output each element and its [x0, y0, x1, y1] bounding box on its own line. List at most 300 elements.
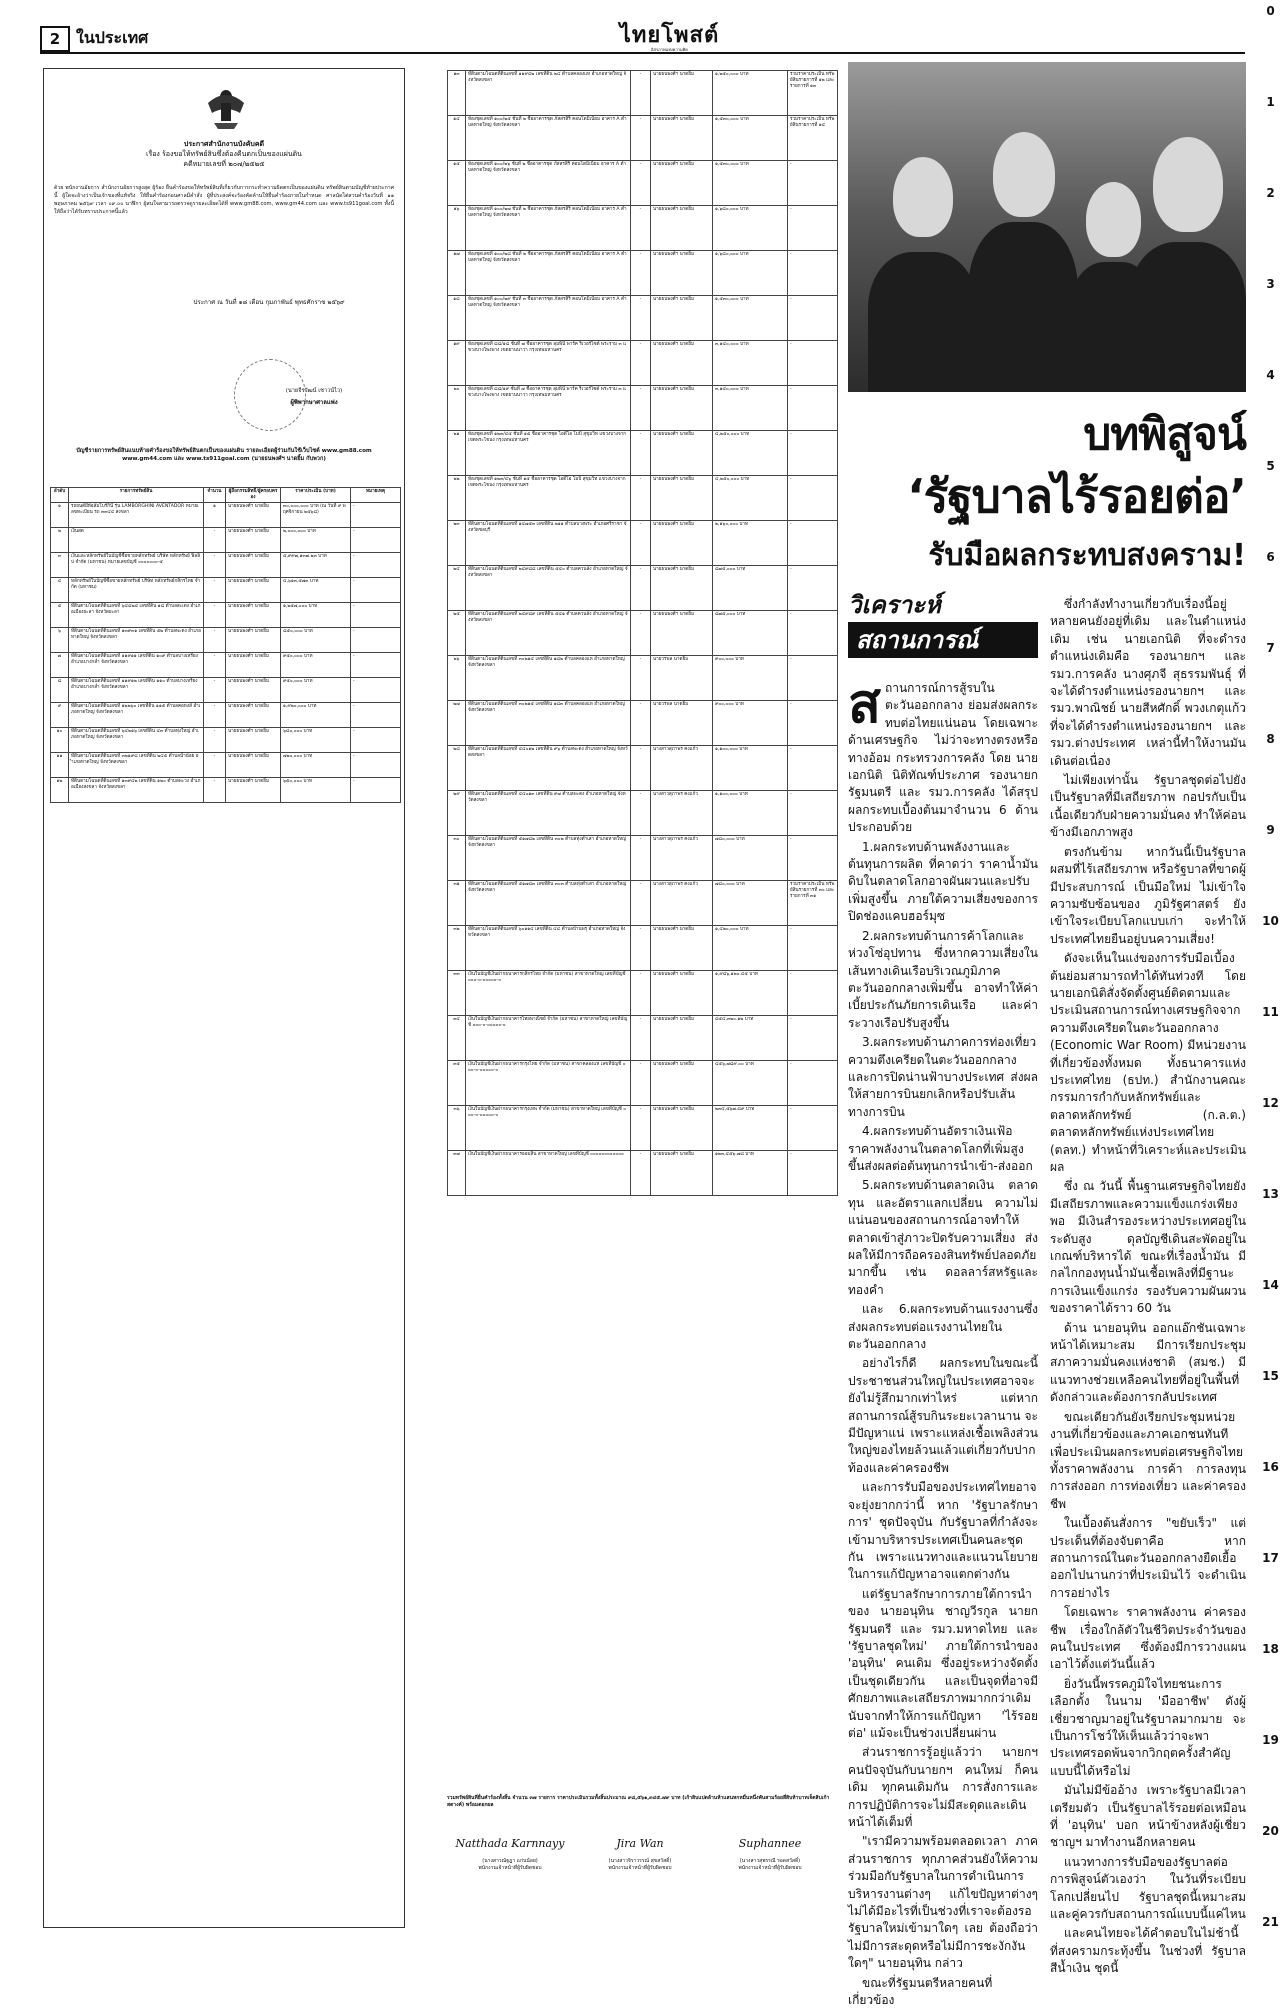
signature-script: Suphannee — [738, 1837, 802, 1850]
margin-number: 9 — [1266, 823, 1275, 837]
notice-body: ด้วย พนักงานอัยการ สำนักงานอัยการสูงสุด ผู้ร้อง ยื่นคำร้องขอให้ทรัพย์สินที่เกี่ยวกับการกระทำความผิดตกเป็นของแผ่นดิน ทรัพย์สินตามบัญชีท้ายประกาศนี้ ผู้ใดจะอ้างว่าเป็นเจ้าของที่แท้จริง ให้ยื่นคำร้องก่อนศาลมีคำสั่ง ผู้ที่ประสงค์จะร้องคัดค้านให้ยื่นคำร้องภายในกำหนด ศาลนัดไต่สวนคำร้องวันที่ ๑๑ พฤษภาคม ๒๕๖๙ เวลา ๐๙.๐๐ นาฬิกา ผู้สนใจสามารถตรวจดูรายละเอียดได้ที่ www.gm88.com, www.gm44.com และ www.ts911goal.com ทั้งนี้ให้ถือว่าได้รับทราบประกาศนี้แล้ว — [54, 185, 394, 215]
signature-script: Natthada Karnnayy — [455, 1837, 565, 1850]
table-row — [51, 753, 401, 778]
margin-number: 11 — [1262, 1005, 1279, 1019]
article-paragraph: 3.ผลกระทบด้านภาคการท่องเที่ยว ความตึงเครียดในตะวันออกกลางและการปิดน่านฟ้าบางประเทศ ส่งผลให้สายการบินยกเลิกหรือปรับเส้นทางการบิน — [848, 1035, 1038, 1119]
table-cell-item: เงินในบัญชีเงินฝากธนาคารกรุงเทพ จำกัด (มหาชน) สาขาหาดใหญ่ เลขที่บัญชี ๐๐๐-๐-๐๐๐๐๐-๐ — [466, 1106, 631, 1151]
notice-signer-title: ผู้พิพากษาศาลแพ่ง — [290, 399, 338, 406]
table-cell-owner: นางสาวสุภาพร คงแก้ว — [651, 836, 713, 881]
table-cell-item: หลักทรัพย์ในบัญชีซื้อขายหลักทรัพย์ บริษัท หลักทรัพย์กสิกรไทย จำกัด (มหาชน) — [69, 578, 204, 603]
official-signature — [450, 1837, 570, 1872]
table-row — [448, 521, 838, 566]
table-cell-item: ห้องชุดเลขที่ ๑๐๐/๒๘ ชั้นที่ ๒ ชื่ออาคารชุด ภัสสรสิริ คอนโดมิเนียม อาคาร A ตำบลหาดใหญ่ จังหวัดสงขลา — [466, 251, 631, 296]
table-cell-no: ๑๙ — [448, 341, 466, 386]
article-paragraph: ขณะที่รัฐมนตรีหลายคนที่เกี่ยวข้อง — [848, 1975, 993, 2008]
masthead-logo: ไทยโพสต์ — [619, 22, 720, 48]
table-cell-item: ที่ดินตามโฉนดที่ดินเลขที่ ๖๔๒๑๖ เลขที่ดิน ๔๓ ตำบลทุ่งใหญ่ อำเภอหาดใหญ่ จังหวัดสงขลา — [69, 728, 204, 753]
table-cell-item: เงินในบัญชีเงินฝากธนาคารออมสิน สาขาหาดใหญ่ เลขที่บัญชี ๐๐๐๐๐๐๐๐๐๐๐๐ — [466, 1151, 631, 1196]
article-paragraph: แนวทางการรับมือของรัฐบาลต่อการพิสูจน์ตัวเองว่า ในวันที่ระเบียบโลกเปลี่ยนไป รัฐบาลชุดนี้เหมาะสมและคู่ควรกับสถานการณ์แบบนี้แค่ไหน — [1050, 1854, 1246, 1922]
table-cell-no: ๙ — [51, 703, 69, 728]
table-cell-item: รถยนต์ยี่ห้อลัมโบร์กินี รุ่น LAMBORGHINI AVENTADOR หมายเลขทะเบียน รถ ๓๓๔๔ สงขลา — [69, 503, 204, 528]
article-paragraph: ซึ่งกำลังทำงานเกี่ยวกับเรื่องนี้อยู่ หลายคนยังอยู่ที่เดิม และในตำแหน่งเดิม เช่น นายเอกนิติ ที่จะดำรงตำแหน่งเดิมคือ รองนายกฯ และ รมว.การคลัง นางศุภจี สุธรรมพันธุ์ ที่จะได้ดำรงตำแหน่งรองนายกฯ และ รมว.พาณิชย์ นายสีหศักดิ์ พวงเกตุแก้ว ที่จะได้ดำรงตำแหน่งรองนายกฯ และ รมว.ต่างประเทศ เหล่านี้ทำให้งานมันเดินต่อเนื่อง — [1050, 597, 1246, 768]
table-cell-qty: - — [631, 881, 651, 926]
table-cell-no: ๓๗ — [448, 1151, 466, 1196]
table-row — [51, 528, 401, 553]
table-cell-value: ๙๐๐,๐๐๐ บาท — [713, 656, 788, 701]
official-stamp — [234, 359, 306, 431]
table-cell-value: ๑,๕๓๐,๐๐๐ บาท — [713, 116, 788, 161]
table-cell-owner: นายธนพงศ์ฯ นาดยิ้ม — [651, 71, 713, 116]
table-row — [448, 431, 838, 476]
table-cell-item: ที่ดินตามโฉนดที่ดินเลขที่ ๖๔๘๒๔ เลขที่ดิน ๑๘ ตำบลสะเตง อำเภอเมืองยะลา จังหวัดยะลา — [69, 603, 204, 628]
table-cell-no: ๘ — [51, 678, 69, 703]
table-row — [448, 251, 838, 296]
table-cell-qty: - — [631, 206, 651, 251]
table-row — [448, 1016, 838, 1061]
margin-number: 18 — [1262, 1642, 1279, 1656]
table-cell-value: ๙๕๐,๐๐๐ บาท — [281, 678, 351, 703]
table-cell-no: ๒๗ — [448, 701, 466, 746]
table-cell-owner: นายธนพงศ์ฯ นาดยิ้ม — [651, 431, 713, 476]
article-paragraph: แต่รัฐบาลรักษาการภายใต้การนำของ นายอนุทิน ชาญวีรกูล นายกรัฐมนตรี และ รมว.มหาดไทย และ 'รัฐบาลชุดใหม่' ภายใต้การนำของ 'อนุทิน' คนเดิม ซึ่งอยู่ระหว่างจัดตั้งเป็นชุดเดียวกัน และเป็นจุดที่อาจมีศักยภาพและเสถียรภาพมากกว่าเดิม นับจากทำให้การแก้ปัญหา 'ไร้รอยต่อ' แม้จะเป็นช่วงเปลี่ยนผ่าน — [848, 1586, 1038, 1740]
table-cell-value: ๑,๕๓๐,๐๐๐ บาท — [713, 296, 788, 341]
table-cell-value: ๘๕๐,๐๐๐ บาท — [281, 628, 351, 653]
table-cell-value: ๓,๑๔๐,๐๐๐ บาท — [713, 386, 788, 431]
table-row — [448, 836, 838, 881]
table-cell-qty: - — [631, 251, 651, 296]
table-cell-owner: นายธนพงศ์ฯ นาดยิ้ม — [226, 703, 281, 728]
table-cell-qty: - — [631, 1106, 651, 1151]
article-paragraph: ไม่เพียงเท่านั้น รัฐบาลชุดต่อไปยังเป็นรัฐบาลที่มีเสถียรภาพ กอปรกับเป็นเนื้อเดียวกับฝ่ายความมั่นคง ทำให้ค่อนข้างมีเอกภาพสูง — [1050, 773, 1246, 840]
article-column-2 — [1050, 596, 1246, 1976]
table-cell-owner: นายธนพงศ์ฯ นาดยิ้ม — [651, 161, 713, 206]
table-row — [448, 71, 838, 116]
table-cell-item: ที่ดินตามโฉนดที่ดินเลขที่ ๓๒๑๙๘ เลขที่ดิน ๒๔๕ ตำบลน้ำน้อย อำเภอหาดใหญ่ จังหวัดสงขลา — [69, 753, 204, 778]
table-cell-value: ๗๒๐,๐๐๐ บาท — [281, 753, 351, 778]
politicians-photo — [848, 62, 1246, 392]
table-row — [448, 1106, 838, 1151]
column-kicker-label: สถานการณ์ — [848, 622, 1038, 658]
table-cell-qty: - — [631, 791, 651, 836]
article-paragraph: และการรับมือของประเทศไทยอาจจะยุ่งยากกว่านี้ หาก 'รัฐบาลรักษาการ' ชุดปัจจุบัน กับรัฐบาลที่กำลังจะเข้ามาบริหารประเทศเป็นคนละชุดกัน เพราะแนวทางและแนวนโยบายในการแก้ปัญหาอาจแตกต่างกัน — [848, 1480, 1038, 1582]
table-cell-qty: - — [631, 521, 651, 566]
table-cell-value: ๖๕๐,๐๐๐ บาท — [281, 778, 351, 803]
table-cell-no: ๗ — [51, 653, 69, 678]
margin-number: 5 — [1266, 459, 1275, 473]
table-cell-note: - — [351, 728, 401, 753]
table-cell-value: ๘๗๕,๐๐๐ บาท — [713, 566, 788, 611]
table-cell-item: เงินสด — [69, 528, 204, 553]
table-cell-qty: - — [631, 566, 651, 611]
table-cell-no: ๑ — [51, 503, 69, 528]
table-cell-qty: - — [631, 341, 651, 386]
table-cell-item: ที่ดินตามโฉนดที่ดินเลขที่ ๕๑๗๘๒ เลขที่ดิน ๓๐๒ ตำบลทุ่งตำเสา อำเภอหาดใหญ่ จังหวัดสงขลา — [466, 836, 631, 881]
table-row — [51, 628, 401, 653]
table-cell-value: ๗๘๐,๐๐๐ บาท — [713, 836, 788, 881]
table-cell-note: - — [351, 653, 401, 678]
table-cell-no: ๓๖ — [448, 1106, 466, 1151]
margin-number: 13 — [1262, 1187, 1279, 1201]
table-cell-no: ๑๘ — [448, 296, 466, 341]
table-cell-note: - — [351, 553, 401, 578]
table-cell-no: ๓๓ — [448, 971, 466, 1016]
table-cell-qty: - — [631, 476, 651, 521]
table-cell-note: - — [788, 926, 838, 971]
table-cell-value: ๗๘๐,๐๐๐ บาท — [713, 881, 788, 926]
article-paragraph: ขณะเดียวกันยังเรียกประชุมหน่วยงานที่เกี่ยวข้องและภาคเอกชนทันที เพื่อประเมินผลกระทบต่อเศรษฐกิจไทย ทั้งราคาพลังงาน การค้า การลงทุน การส่งออก การท่องเที่ยว และค่าครองชีพ — [1050, 1409, 1246, 1511]
table-cell-item: ที่ดินตามโฉนดที่ดินเลขที่ ๒๔๙๘๙ เลขที่ดิน ๕๔๑ ตำบลควนลัง อำเภอหาดใหญ่ จังหวัดสงขลา — [466, 611, 631, 656]
page-header — [40, 22, 1245, 54]
table-cell-value: ๑,๖๘๐,๐๐๐ บาท — [713, 251, 788, 296]
table-cell-value: ๔,๖๑๓,๕๗๓ บาท — [281, 578, 351, 603]
table-cell-owner: นายวรพล นาดยิ้ม — [651, 701, 713, 746]
table-cell-item: ห้องชุดเลขที่ ๑๐๐/๒๗ ชั้นที่ ๒ ชื่ออาคารชุด ภัสสรสิริ คอนโดมิเนียม อาคาร A ตำบลหาดใหญ่ จังหวัดสงขลา — [466, 206, 631, 251]
table-cell-no: ๑๒ — [51, 778, 69, 803]
article-paragraph: และ 6.ผลกระทบด้านแรงงานซึ่งส่งผลกระทบต่อแรงงานไทยในตะวันออกกลาง — [848, 1302, 1038, 1352]
table-cell-note: - — [351, 753, 401, 778]
table-row — [448, 1151, 838, 1196]
table-cell-value: ๙๕๐,๐๐๐ บาท — [281, 653, 351, 678]
table-cell-owner: นายธนพงศ์ฯ นาดยิ้ม — [226, 678, 281, 703]
table-row — [51, 603, 401, 628]
table-cell-value: ๕,๙๙๗,๑๓๗.๒๓ บาท — [281, 553, 351, 578]
table-cell-owner: นางสาวสุภาพร คงแก้ว — [651, 791, 713, 836]
table-cell-owner: นายธนพงศ์ฯ นาดยิ้ม — [651, 116, 713, 161]
table-cell-item: ห้องชุดเลขที่ ๘๘/๑๙ ชั้นที่ ๗ ชื่ออาคารชุด ลุมพินี พาร์ค ริเวอร์ไซด์ พระราม ๓ แขวงบางโพงพาง เขตยานนาวา กรุงเทพมหานคร — [466, 386, 631, 431]
table-cell-item: ที่ดินตามโฉนดที่ดินเลขที่ ๑๓๙๔๒ เลขที่ดิน ๑๒๐ ตำบลพะวง อำเภอเมืองสงขลา จังหวัดสงขลา — [69, 778, 204, 803]
table-cell-owner: นายธนพงศ์ฯ นาดยิ้ม — [651, 296, 713, 341]
table-row — [448, 206, 838, 251]
table-row — [448, 386, 838, 431]
table-cell-value: ๒,๑๖๐,๐๐๐ บาท — [713, 521, 788, 566]
table-row — [448, 701, 838, 746]
table-cell-owner: นายธนพงศ์ฯ นาดยิ้ม — [651, 1106, 713, 1151]
table-row — [448, 926, 838, 971]
table-cell-owner: นายธนพงศ์ฯ นาดยิ้ม — [651, 206, 713, 251]
table-cell-qty: - — [631, 836, 651, 881]
table-cell-value: ๒,๐๐๐,๐๐๐ บาท — [281, 528, 351, 553]
table-cell-no: ๓ — [51, 553, 69, 578]
table-cell-value: ๑,๒๕๐,๐๐๐ บาท — [713, 71, 788, 116]
table-cell-no: ๕ — [51, 603, 69, 628]
margin-number: 7 — [1266, 641, 1275, 655]
table-cell-note: รวมราคาประเมิน ทรัพย์สินรายการที่ ๑๔ — [788, 116, 838, 161]
table-cell-note: - — [788, 251, 838, 296]
table-cell-note: - — [788, 296, 838, 341]
table-cell-note: - — [788, 206, 838, 251]
article-paragraph: อย่างไรก็ดี ผลกระทบในขณะนี้ ประชาชนส่วนใหญ่ในประเทศอาจจะยังไม่รู้สึกมากเท่าไหร่ แต่หากสถานการณ์สู้รบกินระยะเวลานาน จะมีปัญหาแน่ เพราะแหล่งเชื้อเพลิงส่วนใหญ่ของไทยล้วนแล้วแต่เกี่ยวกับปากท้องและค่าครองชีพ — [848, 1356, 1038, 1475]
table-cell-item: ที่ดินตามโฉนดที่ดินเลขที่ ๔๔๐๑๓ เลขที่ดิน ๙๗ ตำบลพะตง อำเภอหาดใหญ่ จังหวัดสงขลา — [466, 791, 631, 836]
table-row — [448, 341, 838, 386]
article-paragraph: "เรามีความพร้อมตลอดเวลา ภาคส่วนราชการ ทุกภาคส่วนยังให้ความร่วมมือกับรัฐบาลในการดำเนินการบริหารงานต่างๆ แก้ไขปัญหาต่างๆ ไม่ได้มีอะไรที่เป็นช่วงที่เราจะต้องรอรัฐบาลใหม่เข้ามาใดๆ เลย ต้องถือว่าไม่มีการสะดุดหรือไม่มีการชะงักงันใดๆ" นายอนุทิน กล่าว — [848, 1834, 1038, 1971]
table-cell-note: - — [788, 521, 838, 566]
signature-script: Jira Wan — [616, 1837, 664, 1850]
margin-number: 4 — [1266, 368, 1275, 382]
table-cell-item: ที่ดินตามโฉนดที่ดินเลขที่ ๑๑๙๔๒ เลขที่ดิน ๒๔ ตำบลคลองแห อำเภอหาดใหญ่ จังหวัดสงขลา — [466, 71, 631, 116]
table-cell-note: - — [351, 578, 401, 603]
col-header: ผู้ถือกรรมสิทธิ์/ผู้ครอบครอง — [226, 488, 281, 503]
col-header: รายการทรัพย์สิน — [69, 488, 204, 503]
asset-list-heading: บัญชีรายการทรัพย์สินแนบท้ายคำร้องขอให้ทรัพย์สินตกเป็นของแผ่นดิน รายละเอียดผู้ร่วมกันใช้เว็บไซต์ www.gm88.com www.gm44.com และ www.ts911goal.com (นายธนพงศ์ฯ นาดยิ้ม กับพวก) — [76, 448, 372, 462]
section-title: ในประเทศ — [76, 28, 149, 47]
table-cell-no: ๑๐ — [51, 728, 69, 753]
table-cell-value: ๖๘๐,๐๐๐ บาท — [281, 728, 351, 753]
table-row — [448, 881, 838, 926]
table-cell-no: ๑๕ — [448, 161, 466, 206]
table-cell-value: ๘๗๕,๐๐๐ บาท — [713, 611, 788, 656]
table-cell-owner: นายธนพงศ์ฯ นาดยิ้ม — [651, 1151, 713, 1196]
table-cell-note: - — [788, 701, 838, 746]
col-header: ราคาประเมิน (บาท) — [281, 488, 351, 503]
table-cell-item: ที่ดินตามโฉนดที่ดินเลขที่ ๑๓๙๓๑ เลขที่ดิน ๕๒ ตำบลพะตง อำเภอหาดใหญ่ จังหวัดสงขลา — [69, 628, 204, 653]
margin-number: 21 — [1262, 1915, 1279, 1929]
table-cell-note: - — [788, 1061, 838, 1106]
table-header-row — [51, 488, 401, 503]
table-cell-qty: - — [631, 971, 651, 1016]
table-row — [448, 476, 838, 521]
table-cell-note: - — [351, 678, 401, 703]
table-cell-owner: นายธนพงศ์ฯ นาดยิ้ม — [651, 386, 713, 431]
table-cell-note: รวมราคาประเมิน ทรัพย์สินรายการที่ ๓๐ และรายการที่ ๓๑ — [788, 881, 838, 926]
table-cell-owner: นางสาวสุภาพร คงแก้ว — [651, 746, 713, 791]
table-cell-qty: - — [631, 1016, 651, 1061]
table-cell-owner: นายธนพงศ์ฯ นาดยิ้ม — [651, 926, 713, 971]
table-cell-owner: นายธนพงศ์ฯ นาดยิ้ม — [226, 503, 281, 528]
table-cell-qty: - — [631, 71, 651, 116]
table-row — [51, 653, 401, 678]
table-cell-qty: - — [204, 678, 226, 703]
table-row — [51, 728, 401, 753]
table-cell-qty: - — [204, 528, 226, 553]
table-cell-note: - — [788, 431, 838, 476]
table-cell-item: ที่ดินตามโฉนดที่ดินเลขที่ ๑๒๒๖๐ เลขที่ดิน ๑๑๕ ตำบลคอหงส์ อำเภอหาดใหญ่ จังหวัดสงขลา — [69, 703, 204, 728]
table-cell-no: ๓๕ — [448, 1061, 466, 1106]
table-cell-item: ห้องชุดเลขที่ ๑๐๐/๒๕ ชั้นที่ ๒ ชื่ออาคารชุด ภัสสรสิริ คอนโดมิเนียม อาคาร A ตำบลหาดใหญ่ จังหวัดสงขลา — [466, 116, 631, 161]
table-cell-no: ๑๓ — [448, 71, 466, 116]
table-cell-note: - — [788, 836, 838, 881]
table-cell-owner: นายวรพล นาดยิ้ม — [651, 656, 713, 701]
article-paragraph: 2.ผลกระทบด้านการค้าโลกและห่วงโซ่อุปทาน ซึ่งหากความเสี่ยงในเส้นทางเดินเรือบริเวณภูมิภาคตะวันออกกลางเพิ่มขึ้น อาจทำให้ค่าเบี้ยประกันภัยการเดินเรือ และค่าระวางเรือปรับสูงขึ้น — [848, 928, 1038, 1030]
signature-name: (นางสาวสุพรรณี รอดสวัสดิ์) — [739, 1858, 801, 1864]
notice-title: ประกาศสำนักงานบังคับคดี — [183, 140, 265, 148]
table-cell-value: ๑,๕๓๐,๐๐๐ บาท — [713, 161, 788, 206]
signature-role: พนักงานเจ้าหน้าที่ผู้รับผิดชอบ — [608, 1865, 672, 1871]
table-cell-no: ๒๔ — [448, 566, 466, 611]
table-row — [51, 678, 401, 703]
table-cell-qty: - — [631, 701, 651, 746]
signature-name: (นางสาวณัฐฎา แก่นน้อย) — [482, 1858, 538, 1864]
table-cell-no: ๑๑ — [51, 753, 69, 778]
table-cell-qty: - — [204, 653, 226, 678]
table-cell-no: ๒๐ — [448, 386, 466, 431]
margin-number: 16 — [1262, 1460, 1279, 1474]
table-cell-no: ๖ — [51, 628, 69, 653]
table-cell-qty: - — [631, 386, 651, 431]
table-cell-item: ห้องชุดเลขที่ ๑๒๓/๔๖ ชั้นที่ ๑๕ ชื่ออาคารชุด ไอดีโอ โมบิ สุขุมวิท แขวงบางจาก เขตพระโขนง กรุงเทพมหานคร — [466, 476, 631, 521]
garuda-emblem-icon — [204, 83, 248, 131]
table-cell-owner: นางสาวสุภาพร คงแก้ว — [651, 881, 713, 926]
article-paragraph: ตรงกันข้าม หากวันนี้เป็นรัฐบาลผสมที่ไร้เสถียรภาพ หรือรัฐบาลที่ขาดผู้มีประสบการณ์ เป็นมือใหม่ ไม่เข้าใจความซับซ้อนของ ภูมิรัฐศาสตร์ ยังเข้าใจระเบียบโลกแบบเก่า จะทำให้ประเทศไทยยืนอยู่บนความเสี่ยง! — [1050, 844, 1246, 946]
table-row — [448, 161, 838, 206]
table-cell-item: ที่ดินตามโฉนดที่ดินเลขที่ ๑๑๙๑๑ เลขที่ดิน ๑๐๙ ตำบลบางเหรียง อำเภอบางกล่ำ จังหวัดสงขลา — [69, 653, 204, 678]
table-cell-item: ที่ดินตามโฉนดที่ดินเลขที่ ๕๑๗๘๓ เลขที่ดิน ๓๐๓ ตำบลทุ่งตำเสา อำเภอหาดใหญ่ จังหวัดสงขลา — [466, 881, 631, 926]
table-cell-no: ๒๓ — [448, 521, 466, 566]
table-cell-value: ๘๕๔,๓๒๐.๑๒ บาท — [713, 1016, 788, 1061]
table-cell-owner: นายธนพงศ์ฯ นาดยิ้ม — [226, 553, 281, 578]
article-headline-3: รับมือผลกระทบสงคราม! — [928, 538, 1246, 573]
notice-signer-name: (นายจีรวัฒน์ เชาวน์ไว) — [285, 388, 343, 394]
asset-total-note: รวมทรัพย์สินที่ยื่นคำร้องทั้งสิ้น จำนวน ๓๗ รายการ ราคาประเมินรวมทั้งสิ้นประมาณ ๙๘,๕๖๑,๓๔๕.๗๙ บาท (เก้าสิบแปดล้านห้าแสนหกหมื่นหนึ่งพันสามร้อยสี่สิบห้าบาทเจ็ดสิบเก้าสตางค์) พร้อมดอกผล — [447, 1795, 830, 1808]
table-cell-note: - — [788, 971, 838, 1016]
table-cell-owner: นายธนพงศ์ฯ นาดยิ้ม — [651, 611, 713, 656]
table-cell-item: ที่ดินตามโฉนดที่ดินเลขที่ ๒๔๙๘๘ เลขที่ดิน ๕๔๐ ตำบลควนลัง อำเภอหาดใหญ่ จังหวัดสงขลา — [466, 566, 631, 611]
table-row — [448, 116, 838, 161]
margin-number: 0 — [1266, 4, 1275, 18]
table-row — [51, 578, 401, 603]
margin-ruler — [1255, 0, 1286, 1929]
table-cell-owner: นายธนพงศ์ฯ นาดยิ้ม — [226, 578, 281, 603]
table-cell-value: ๙๐๐,๐๐๐ บาท — [713, 701, 788, 746]
table-cell-note: - — [788, 791, 838, 836]
signature-role: พนักงานเจ้าหน้าที่ผู้รับผิดชอบ — [738, 1865, 802, 1871]
table-cell-value: ๑,๑๐๐,๐๐๐ บาท — [713, 791, 788, 836]
table-cell-no: ๒๑ — [448, 431, 466, 476]
table-cell-owner: นายธนพงศ์ฯ นาดยิ้ม — [226, 603, 281, 628]
table-cell-no: ๑๔ — [448, 116, 466, 161]
table-cell-no: ๒๘ — [448, 746, 466, 791]
table-cell-no: ๒๙ — [448, 791, 466, 836]
table-cell-owner: นายธนพงศ์ฯ นาดยิ้ม — [651, 476, 713, 521]
table-cell-note: - — [351, 703, 401, 728]
table-cell-qty: - — [631, 1061, 651, 1106]
table-cell-owner: นายธนพงศ์ฯ นาดยิ้ม — [651, 1016, 713, 1061]
article-paragraph: ด้าน นายอนุทิน ออกแอ๊กชันเฉพาะหน้าได้เหมาะสม มีการเรียกประชุม สภาความมั่นคงแห่งชาติ (สมช.) มีแนวทางช่วยเหลือคนไทยที่อยู่ในพื้นที่ดังกล่าวและต้องการกลับประเทศ — [1050, 1320, 1246, 1405]
table-cell-note: - — [788, 1151, 838, 1196]
table-cell-item: ที่ดินตามโฉนดที่ดินเลขที่ ๖๐๑๑๔ เลขที่ดิน ๔๔ ตำบลบ้านพรุ อำเภอหาดใหญ่ จังหวัดสงขลา — [466, 926, 631, 971]
table-cell-owner: นายธนพงศ์ฯ นาดยิ้ม — [226, 653, 281, 678]
table-cell-qty: - — [631, 431, 651, 476]
asset-table-2 — [447, 70, 838, 1196]
article-paragraph: 1.ผลกระทบด้านพลังงานและต้นทุนการผลิต ที่คาดว่า ราคาน้ำมันดิบในตลาดโลกอาจผันผวนและปรับเพิ่มสูงขึ้น ภายใต้ความเสี่ยงของการปิดช่องแคบฮอร์มุซ — [848, 839, 1038, 924]
table-cell-note: - — [788, 1106, 838, 1151]
table-cell-no: ๒๕ — [448, 611, 466, 656]
masthead-tagline: อิสรภาพแห่งความคิด — [651, 47, 688, 52]
table-row — [51, 703, 401, 728]
table-cell-no: ๑๖ — [448, 206, 466, 251]
table-row — [448, 746, 838, 791]
table-cell-no: ๓๐ — [448, 836, 466, 881]
col-header: จำนวน — [204, 488, 226, 503]
table-cell-note: - — [351, 528, 401, 553]
official-signature — [580, 1837, 700, 1872]
table-cell-item: เงินในบัญชีเงินฝากธนาคารกรุงไทย จำกัด (มหาชน) สาขาคลองแห เลขที่บัญชี ๐๐๐-๐-๐๐๐๐๐-๐ — [466, 1061, 631, 1106]
table-cell-qty: - — [631, 161, 651, 206]
notice-subject: เรื่อง ร้องขอให้ทรัพย์สินซึ่งต้องคืนตกเป็นของแผ่นดิน — [146, 150, 302, 158]
table-cell-value: ๑,๙๒๐,๐๐๐ บาท — [281, 703, 351, 728]
table-cell-no: ๒๒ — [448, 476, 466, 521]
margin-number: 3 — [1266, 277, 1275, 291]
table-cell-owner: นายธนพงศ์ฯ นาดยิ้ม — [226, 728, 281, 753]
table-cell-no: ๓๔ — [448, 1016, 466, 1061]
table-cell-qty: - — [204, 778, 226, 803]
table-cell-item: เงินและหลักทรัพย์ในบัญชีซื้อขายหลักทรัพย์ บริษัท หลักทรัพย์ ฟิลลิป จำกัด (มหาชน) หมายเลขบัญชี ๐๐๐๐๐๐๐-๕ — [69, 553, 204, 578]
margin-number: 10 — [1262, 914, 1279, 928]
article-paragraph: โดยเฉพาะ ราคาพลังงาน ค่าครองชีพ เรื่องใกล้ตัวในชีวิตประจำวันของคนในประเทศ ซึ่งต้องมีการวางแผนเอาไว้ตั้งแต่วันนี้แล้ว — [1050, 1605, 1246, 1672]
table-row — [448, 971, 838, 1016]
table-cell-owner: นายธนพงศ์ฯ นาดยิ้ม — [651, 251, 713, 296]
margin-number: 6 — [1266, 550, 1275, 564]
table-cell-qty: - — [631, 926, 651, 971]
article-paragraph: ดังจะเห็นในแง่ของการรับมือเบื้องต้นย่อมสามารถทำได้ทันท่วงที โดยนายเอกนิติสั่งจัดตั้งศูนย์ติดตามและประเมินสถานการณ์ทางเศรษฐกิจจากความตึงเครียดในตะวันออกกลาง (Economic War Room) มีหน่วยงานที่เกี่ยวข้องทั้งหมด ทั้งธนาคารแห่งประเทศไทย (ธปท.) สำนักงานคณะกรรมการกำกับหลักทรัพย์และตลาดหลักทรัพย์ (ก.ล.ต.) ตลาดหลักทรัพย์แห่งประเทศไทย (ตลท.) ทำหน้าที่วิเคราะห์และประเมินผล — [1050, 951, 1246, 1174]
table-cell-note: - — [788, 476, 838, 521]
table-cell-value: ๒๓๔,๕๖๗.๘๙ บาท — [713, 1106, 788, 1151]
table-cell-qty: ๑ — [204, 503, 226, 528]
margin-number: 14 — [1262, 1278, 1279, 1292]
table-cell-value: ๔๕๖,๗๘๙.๐๐ บาท — [713, 1061, 788, 1106]
court-notice — [43, 68, 405, 1928]
table-cell-item: ที่ดินตามโฉนดที่ดินเลขที่ ๓๐๒๑๕ เลขที่ดิน ๑๘๓ ตำบลคลองแห อำเภอหาดใหญ่ จังหวัดสงขลา — [466, 701, 631, 746]
margin-number: 1 — [1266, 95, 1275, 109]
table-cell-qty: - — [204, 628, 226, 653]
table-row — [51, 503, 401, 528]
table-cell-item: ที่ดินตามโฉนดที่ดินเลขที่ ๓๐๒๑๔ เลขที่ดิน ๑๘๒ ตำบลคลองแห อำเภอหาดใหญ่ จังหวัดสงขลา — [466, 656, 631, 701]
table-cell-no: ๓๒ — [448, 926, 466, 971]
margin-number: 15 — [1262, 1369, 1279, 1383]
table-cell-note: - — [351, 628, 401, 653]
table-cell-no: ๔ — [51, 578, 69, 603]
table-row — [448, 566, 838, 611]
table-cell-item: ที่ดินตามโฉนดที่ดินเลขที่ ๔๔๐๑๒ เลขที่ดิน ๙๖ ตำบลพะตง อำเภอหาดใหญ่ จังหวัดสงขลา — [466, 746, 631, 791]
table-cell-owner: นายธนพงศ์ฯ นาดยิ้ม — [226, 778, 281, 803]
table-cell-note: - — [788, 656, 838, 701]
table-cell-note: - — [351, 778, 401, 803]
signature-role: พนักงานเจ้าหน้าที่ผู้รับผิดชอบ — [478, 1865, 542, 1871]
table-cell-item: ห้องชุดเลขที่ ๑๐๐/๒๙ ชั้นที่ ๓ ชื่ออาคารชุด ภัสสรสิริ คอนโดมิเนียม อาคาร A ตำบลหาดใหญ่ จังหวัดสงขลา — [466, 296, 631, 341]
article-paragraph: 5.ผลกระทบด้านตลาดเงิน ตลาดทุน และอัตราแลกเปลี่ยน ความไม่แน่นอนของสถานการณ์อาจทำให้ตลาดเข้าสู่ภาวะปิดรับความเสี่ยง ส่งผลให้มีการถือครองสินทรัพย์ปลอดภัยมากขึ้น เช่น ดอลลาร์สหรัฐและทองคำ — [848, 1178, 1038, 1297]
table-cell-item: ที่ดินตามโฉนดที่ดินเลขที่ ๑๔๗๕๓ เลขที่ดิน ๒๑๑ ตำบลบางพระ อำเภอศรีราชา จังหวัดชลบุรี — [466, 521, 631, 566]
table-cell-qty: - — [204, 703, 226, 728]
page-number: 2 — [40, 26, 70, 52]
table-cell-item: ห้องชุดเลขที่ ๑๐๐/๒๖ ชั้นที่ ๒ ชื่ออาคารชุด ภัสสรสิริ คอนโดมิเนียม อาคาร A ตำบลหาดใหญ่ จังหวัดสงขลา — [466, 161, 631, 206]
table-cell-note: - — [788, 566, 838, 611]
article-paragraph: ซึ่ง ณ วันนี้ พื้นฐานเศรษฐกิจไทยยังมีเสถียรภาพและความแข็งแกร่งเพียงพอ มีเงินสำรองระหว่างประเทศอยู่ในระดับสูง ดุลบัญชีเดินสะพัดอยู่ในเกณฑ์บริหารได้ ขณะที่เรื่องน้ำมัน มีกลไกกองทุนน้ำมันเชื้อเพลิงที่มีฐานะการเงินแข็งแกร่ง รองรับความผันผวนของราคาได้ราว 60 วัน — [1050, 1179, 1246, 1316]
margin-number: 2 — [1266, 186, 1275, 200]
table-cell-owner: นายธนพงศ์ฯ นาดยิ้ม — [226, 753, 281, 778]
table-cell-qty: - — [631, 116, 651, 161]
col-header: หมายเหตุ — [351, 488, 401, 503]
table-cell-item: ห้องชุดเลขที่ ๑๒๓/๔๕ ชั้นที่ ๑๕ ชื่ออาคารชุด ไอดีโอ โมบิ สุขุมวิท แขวงบางจาก เขตพระโขนง กรุงเทพมหานคร — [466, 431, 631, 476]
table-cell-value: ๑,๒๕๗,๐๐๐ บาท — [281, 603, 351, 628]
table-cell-owner: นายธนพงศ์ฯ นาดยิ้ม — [651, 971, 713, 1016]
table-cell-note: - — [351, 503, 401, 528]
official-signature — [710, 1837, 830, 1872]
table-cell-value: ๓๐,๐๐๐,๐๐๐ บาท (ณ วันที่ ๙ พฤศจิกายน ๒๕๖๘) — [281, 503, 351, 528]
table-row — [448, 296, 838, 341]
margin-number: 8 — [1266, 732, 1275, 746]
table-cell-owner: นายธนพงศ์ฯ นาดยิ้ม — [651, 341, 713, 386]
signature-name: (นางสาวจิราวรรณ์ สุขสวัสดิ์) — [608, 1858, 672, 1864]
table-cell-note: - — [788, 746, 838, 791]
article-paragraph: ยิ่งวันนี้พรรคภูมิใจไทยชนะการเลือกตั้ง ในนาม 'มืออาชีพ' ดังผู้เชี่ยวชาญมาอยู่ในรัฐบาลมากมาย จะเป็นการโชว์ให้เห็นแล้วว่าจะพาประเทศรอดพ้นจากวิกฤตครั้งสำคัญแบบนี้ได้หรือไม่ — [1050, 1676, 1246, 1778]
table-row — [51, 553, 401, 578]
table-cell-note: - — [351, 603, 401, 628]
table-cell-owner: นายธนพงศ์ฯ นาดยิ้ม — [226, 528, 281, 553]
table-cell-qty: - — [204, 753, 226, 778]
table-cell-qty: - — [631, 746, 651, 791]
table-cell-value: ๔,๒๕๐,๐๐๐ บาท — [713, 431, 788, 476]
article-paragraph: และคนไทยจะได้คำตอบในไม่ช้านี้ ที่สงครามกระทุ้งขึ้น ในช่วงที่ รัฐบาลสีน้ำเงิน ชุดนี้ — [1050, 1926, 1246, 1976]
table-cell-owner: นายธนพงศ์ฯ นาดยิ้ม — [651, 1061, 713, 1106]
